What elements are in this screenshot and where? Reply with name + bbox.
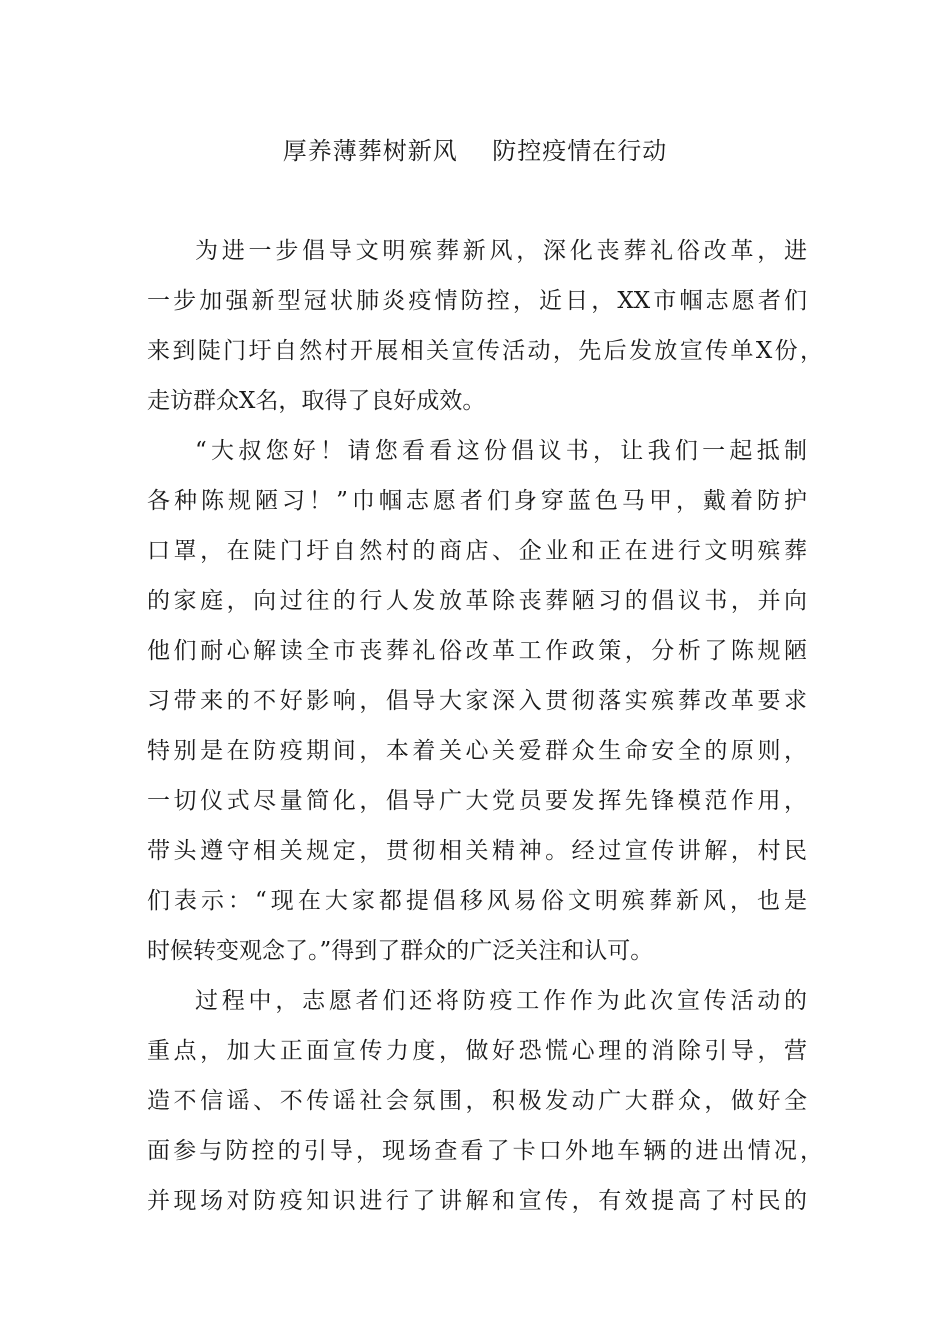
paragraph-line: 带头遵守相关规定，贯彻相关精神。经过宣传讲解，村民: [147, 838, 807, 864]
paragraph-line: 来到陡门圩自然村开展相关宣传活动，先后发放宣传单X份，: [147, 338, 823, 364]
paragraph-line: 造不信谣、不传谣社会氛围，积极发动广大群众，做好全: [147, 1088, 807, 1114]
paragraph-line: 为进一步倡导文明殡葬新风，深化丧葬礼俗改革，进: [195, 238, 807, 264]
paragraph-line: 习带来的不好影响，倡导大家深入贯彻落实殡葬改革要求: [147, 688, 807, 714]
paragraph-line: 们表示：“现在大家都提倡移风易俗文明殡葬新风，也是: [147, 888, 807, 914]
document-title: 厚养薄葬树新风 防控疫情在行动: [282, 137, 668, 165]
paragraph-line: 一步加强新型冠状肺炎疫情防控，近日，XX市帼志愿者们: [147, 288, 807, 314]
paragraph-line: 时候转变观念了。”得到了群众的广泛关注和认可。: [147, 938, 654, 964]
paragraph-line: 一切仪式尽量简化，倡导广大党员要发挥先锋模范作用，: [147, 788, 807, 814]
paragraph-line: 特别是在防疫期间，本着关心关爱群众生命安全的原则，: [147, 738, 807, 764]
paragraph-line: 的家庭，向过往的行人发放革除丧葬陋习的倡议书，并向: [147, 588, 807, 614]
paragraph-line: 过程中，志愿者们还将防疫工作作为此次宣传活动的: [195, 988, 807, 1014]
paragraph-line: 走访群众X名，取得了良好成效。: [147, 388, 486, 414]
paragraph-line: 他们耐心解读全市丧葬礼俗改革工作政策，分析了陈规陋: [147, 638, 807, 664]
paragraph-line: “大叔您好！请您看看这份倡议书，让我们一起抵制: [195, 438, 807, 464]
paragraph-line: 面参与防控的引导，现场查看了卡口外地车辆的进出情况，: [147, 1138, 823, 1164]
paragraph-line: 重点，加大正面宣传力度，做好恐慌心理的消除引导，营: [147, 1038, 807, 1064]
paragraph-line: 并现场对防疫知识进行了讲解和宣传，有效提高了村民的: [147, 1188, 807, 1214]
paragraph-line: 口罩，在陡门圩自然村的商店、企业和正在进行文明殡葬: [147, 538, 807, 564]
paragraph-line: 各种陈规陋习！”巾帼志愿者们身穿蓝色马甲，戴着防护: [147, 488, 807, 514]
